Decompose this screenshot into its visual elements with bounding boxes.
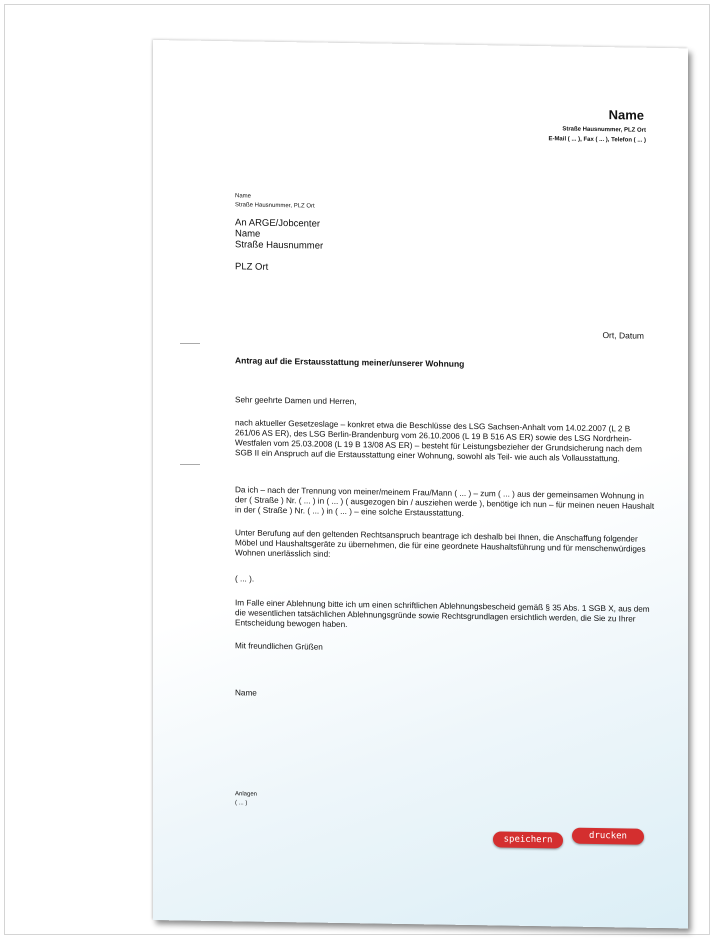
recipient-line-2: Name: [235, 228, 261, 240]
enclosures-label: Anlagen: [235, 791, 258, 798]
recipient-block: [235, 217, 323, 273]
sender-contact: E-Mail ( ... ), Fax ( ... ), Telefon ( ... ): [548, 136, 646, 144]
return-address: Straße Hausnummer, PLZ Ort: [235, 202, 315, 210]
closing: Mit freundlichen Grüßen: [235, 641, 323, 652]
paragraph-4: ( ... ).: [235, 574, 255, 584]
return-name: Name: [235, 193, 252, 200]
print-button[interactable]: drucken: [572, 828, 644, 845]
recipient-line-1: An ARGE/Jobcenter: [235, 217, 321, 230]
save-button[interactable]: speichern: [493, 831, 563, 848]
paragraph-2: Da ich – nach der Trennung von meiner/meinem Frau/Mann ( ... ) – zum ( ... ) aus der gemeinsamen Wohnung in der ( Straße ) Nr. ( ... ) in ( ... ) ( ausgezogen bin / ausziehen werde ), benötige ich nun – für meinen neuen Haushalt in der ( Straße ) Nr. ( ... ) in ( ... ) – eine solche Erstausstattung.: [235, 485, 655, 518]
signature-name: Name: [235, 688, 257, 698]
paragraph-5: Im Falle einer Ablehnung bitte ich um einen schriftlichen Ablehnungsbescheid gemäß § 35 Abs. 1 SGB X, aus dem die wesentlichen tatsächlichen Ablehnungsgründe sowie Rechtsgrundlagen ersichtlich werden, die Sie zu Ihrer Entscheidung bewogen haben.: [235, 598, 650, 630]
fold-mark-middle: [180, 464, 200, 465]
letter-page: [153, 40, 688, 928]
subject-line: Antrag auf die Erstausstattung meiner/unserer Wohnung: [235, 355, 465, 369]
enclosures-value: ( ... ): [235, 800, 248, 807]
recipient-line-3: Straße Hausnummer: [235, 239, 324, 252]
paragraph-3: Unter Berufung auf den geltenden Rechtsanspruch beantrage ich deshalb bei Ihnen, die Anschaffung folgender Möbel und Haushaltsgeräte zu übernehmen, die für eine geordnete Haushaltsführung und für menschenwürdiges Wohnen unerlässlich sind:: [235, 528, 646, 559]
place-date: Ort, Datum: [602, 330, 644, 341]
sender-name: Name: [608, 107, 644, 123]
fold-mark-top: [180, 343, 200, 344]
recipient-line-4: PLZ Ort: [235, 261, 269, 273]
sender-address: Straße Hausnummer, PLZ Ort: [562, 126, 646, 134]
salutation: Sehr geehrte Damen und Herren,: [235, 395, 357, 407]
paragraph-1: nach aktueller Gesetzeslage – konkret etwa die Beschlüsse des LSG Sachsen-Anhalt vom 14.02.2007 (L 2 B 261/06 AS ER), des LSG Berlin-Brandenburg vom 26.10.2006 (L 19 B 516 AS ER) sowie des LSG Nordrhein-Westfalen vom 25.03.2008 (L 19 B 13/08 AS ER) – besteht für Leistungsbezieher der Grundsicherung nach dem SGB II ein Anspruch auf die Erstausstattung einer Wohnung, sowohl als Teil- wie auch als Vollausstattung.: [235, 418, 642, 464]
